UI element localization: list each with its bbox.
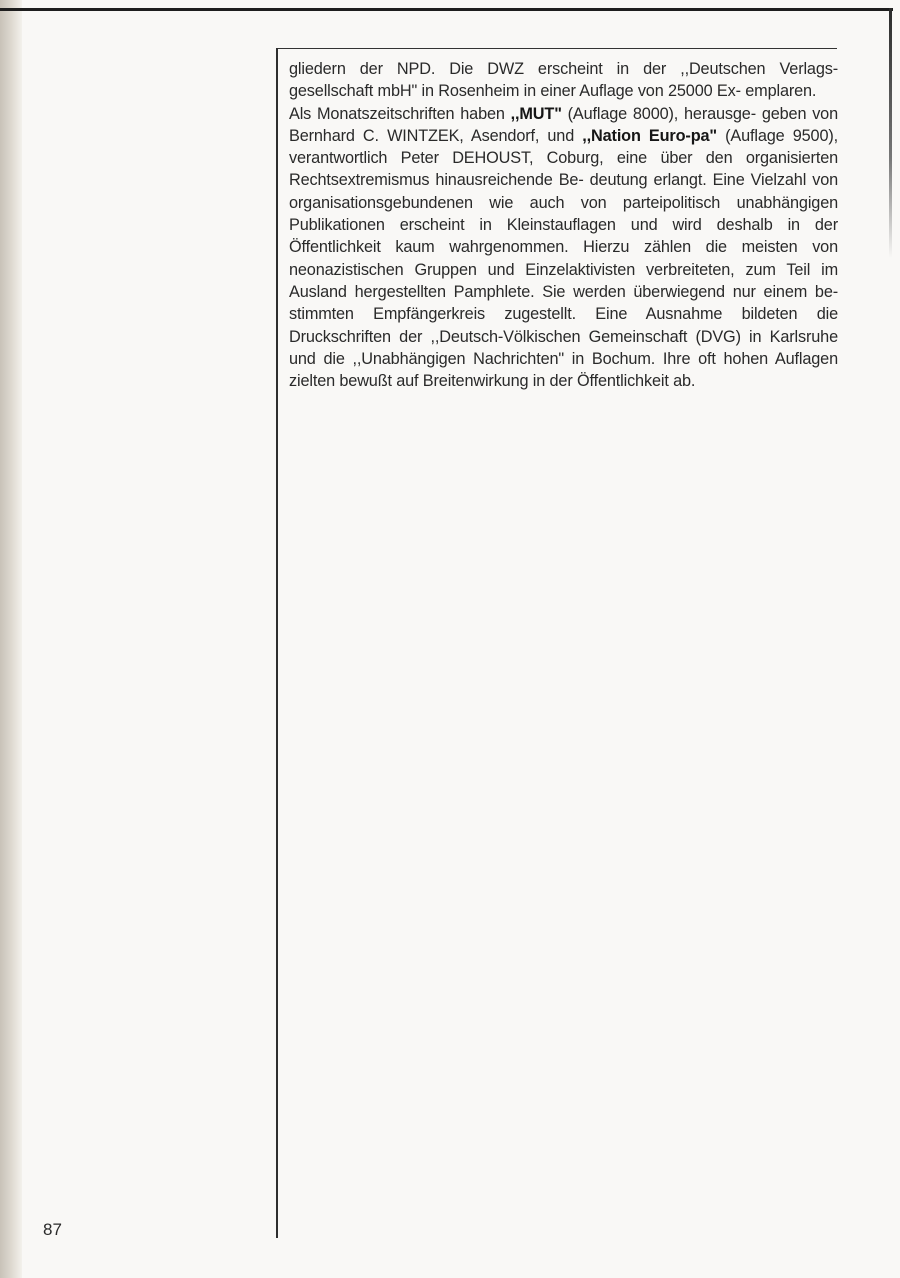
text-line: (Auflage 9500), verantwortlich Peter DEHOUST, Coburg, eine — [289, 126, 838, 168]
text-line: Öffentlichkeit ab. — [576, 372, 696, 391]
text-line: (Auflage 8000), herausge- — [561, 104, 756, 123]
text-line: gesellschaft mbH" in Rosenheim in einer Auflage von 25000 Ex- — [289, 82, 741, 101]
text-line: Als Monatszeitschriften haben — [289, 104, 511, 123]
page-number: 87 — [43, 1220, 62, 1239]
text-line: wahrgenommen. Hierzu zählen die meisten von neonazistischen — [289, 238, 838, 279]
column-top-rule — [277, 48, 837, 49]
right-edge-rule — [889, 8, 892, 258]
body-paragraph — [289, 58, 838, 392]
publication-title-nation-europa: ,,Nation Euro- — [582, 126, 691, 145]
text-line: emplaren. — [745, 82, 817, 101]
text-line: Kleinstauflagen und wird deshalb in der Öffentlichkeit kaum — [289, 216, 838, 257]
text-line: geben von Bernhard C. WINTZEK, Asendorf, und — [289, 104, 838, 145]
text-line: hergestellten Pamphlete. Sie werden überwiegend nur einem be- — [354, 282, 839, 301]
top-rule — [0, 8, 893, 11]
text-line: Ihre oft hohen Auflagen zielten bewußt auf Breitenwirkung in der — [289, 349, 838, 391]
text-line: stimmten Empfängerkreis zugestellt. Eine Ausnahme bildeten die — [289, 305, 838, 324]
text-line: deutung erlangt. Eine Vielzahl von organisationsgebundenen wie — [289, 171, 839, 212]
text-line: Karlsruhe und die ,,Unabhängigen Nachrichten" in Bochum. — [289, 327, 838, 368]
book-spine-shadow — [0, 0, 22, 1278]
text-line: auch von parteipolitisch unabhängigen Publikationen erscheint in — [289, 193, 838, 235]
publication-title-mut: ,,MUT" — [510, 104, 562, 123]
text-line: gliedern der NPD. Die DWZ erscheint in der ,,Deutschen Verlags- — [289, 60, 838, 78]
text-line: über den organisierten Rechtsextremismus hinausreichende Be- — [289, 149, 839, 190]
text-line: Druckschriften der ,,Deutsch-Völkischen Gemeinschaft (DVG) in — [289, 327, 762, 346]
column-left-rule — [276, 48, 278, 1238]
text-line: Gruppen und Einzelaktivisten verbreiteten, zum Teil im Ausland — [289, 260, 839, 301]
publication-title-nation-europa-cont: pa" — [690, 126, 717, 145]
